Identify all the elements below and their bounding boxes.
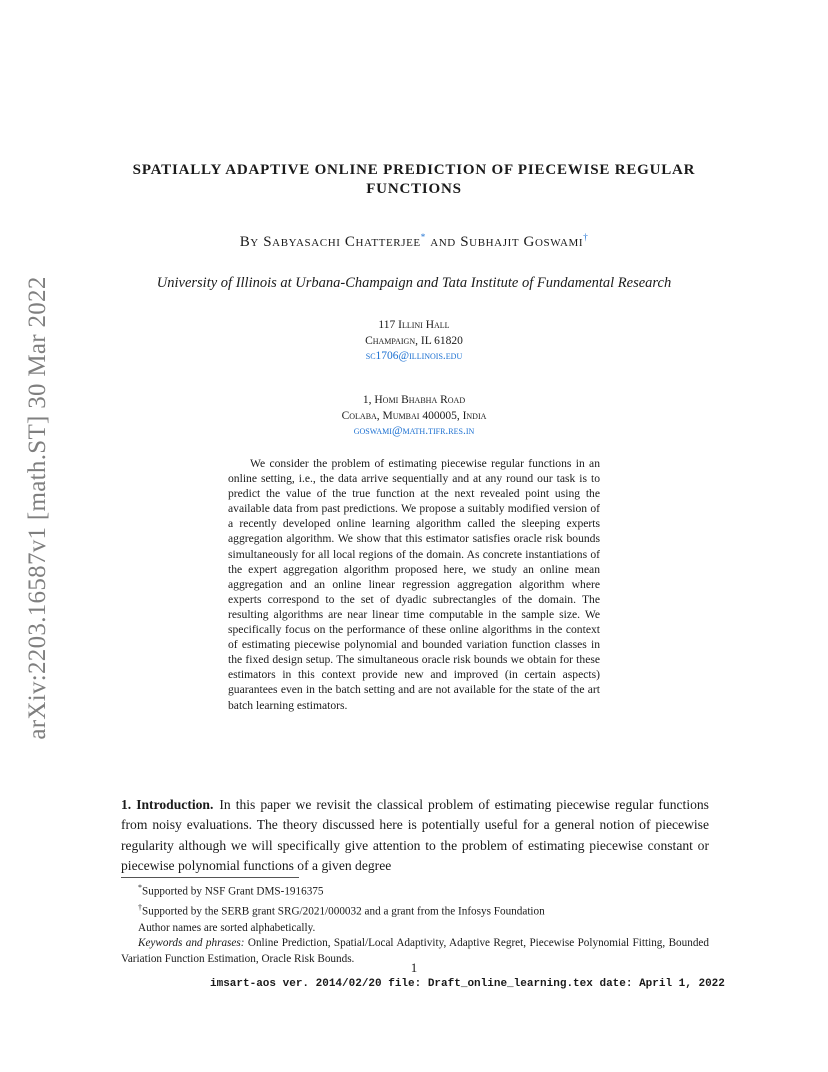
author-line bbox=[130, 232, 698, 251]
arxiv-identifier-stamp: arXiv:2203.16587v1 [math.ST] 30 Mar 2022 bbox=[24, 276, 51, 740]
address-line: 117 Illini Hall bbox=[378, 319, 450, 331]
footnote-text: Supported by the SERB grant SRG/2021/000032 and a grant from the Infosys Foundation bbox=[142, 906, 545, 919]
address-block bbox=[200, 393, 628, 440]
email-link[interactable]: sc1706@illinois.edu bbox=[365, 350, 463, 362]
by-label: By bbox=[239, 234, 259, 250]
keywords-text: Online Prediction, Spatial/Local Adaptivity, Adaptive Regret, Piecewise Polynomial Fitting, Bounded Variation Function Estimation, Oracle Risk Bounds. bbox=[121, 937, 709, 965]
author-name: Sabyasachi Chatterjee bbox=[263, 234, 421, 250]
author-name: Subhajit Goswami bbox=[460, 234, 584, 250]
footnote bbox=[121, 880, 709, 900]
author-conjunction: and bbox=[430, 234, 456, 250]
address-line: Colaba, Mumbai 400005, India bbox=[341, 409, 487, 422]
footnote-divider bbox=[121, 877, 299, 878]
address-line: Champaign, IL 61820 bbox=[365, 334, 463, 347]
footnote-mark-link[interactable]: † bbox=[583, 232, 589, 242]
footnote-mark: * bbox=[138, 883, 142, 892]
page-number: 1 bbox=[410, 960, 418, 975]
affiliation: University of Illinois at Urbana-Champaign and Tata Institute of Fundamental Research bbox=[156, 275, 672, 291]
email-link[interactable]: goswami@math.tifr.res.in bbox=[353, 425, 475, 437]
address-block bbox=[200, 318, 628, 365]
footnote bbox=[121, 900, 709, 920]
section-heading: 1. Introduction. bbox=[121, 797, 214, 812]
keywords-label: Keywords and phrases: bbox=[138, 937, 245, 950]
address-line: 1, Homi Bhabha Road bbox=[362, 394, 466, 406]
footnotes bbox=[121, 880, 709, 967]
footnote-text: Author names are sorted alphabetically. bbox=[138, 921, 316, 934]
paper-title: SPATIALLY ADAPTIVE ONLINE PREDICTION OF PIECEWISE REGULAR FUNCTIONS bbox=[132, 162, 696, 197]
body-text: In this paper we revisit the classical problem of estimating piecewise regular functions from noisy evaluations. The theory discussed here is potentially useful for a general notion of piecewise regularity although we will specifically give attention to the problem of estimating piecewise constant or piecewise polynomial functions of a given degree bbox=[121, 797, 709, 874]
abstract: We consider the problem of estimating piecewise regular functions in an online setting, i.e., the data arrive sequentially and at any round our task is to predict the value of the true function at the next revealed point using the available data from past predictions. We propose a suitably modified version of a recently developed online learning algorithm called the sleeping experts aggregation algorithm. We show that this estimator satisfies oracle risk bounds simultaneously for all local regions of the domain. As concrete instantiations of the expert aggregation algorithm proposed here, we study an online mean aggregation and an online linear regression aggregation algorithm where experts correspond to the set of dyadic subrectangles of the domain. The resulting algorithms are near linear time computable in the sample size. We specifically focus on the performance of these online algorithms in the context of estimating piecewise polynomial and bounded variation function classes in the fixed design setup. The simultaneous oracle risk bounds we obtain for these estimators in this context provide new and improved (in certain aspects) guarantees even in the batch setting and are not available for the state of the art batch learning estimators. bbox=[228, 457, 600, 712]
imsart-version-line: imsart-aos ver. 2014/02/20 file: Draft_online_learning.tex date: April 1, 2022 bbox=[210, 978, 725, 990]
footnote-text: Supported by NSF Grant DMS-1916375 bbox=[142, 885, 324, 898]
footnote-mark: † bbox=[138, 903, 142, 913]
footnote-mark-link[interactable]: * bbox=[420, 232, 426, 242]
introduction-paragraph bbox=[121, 795, 709, 877]
